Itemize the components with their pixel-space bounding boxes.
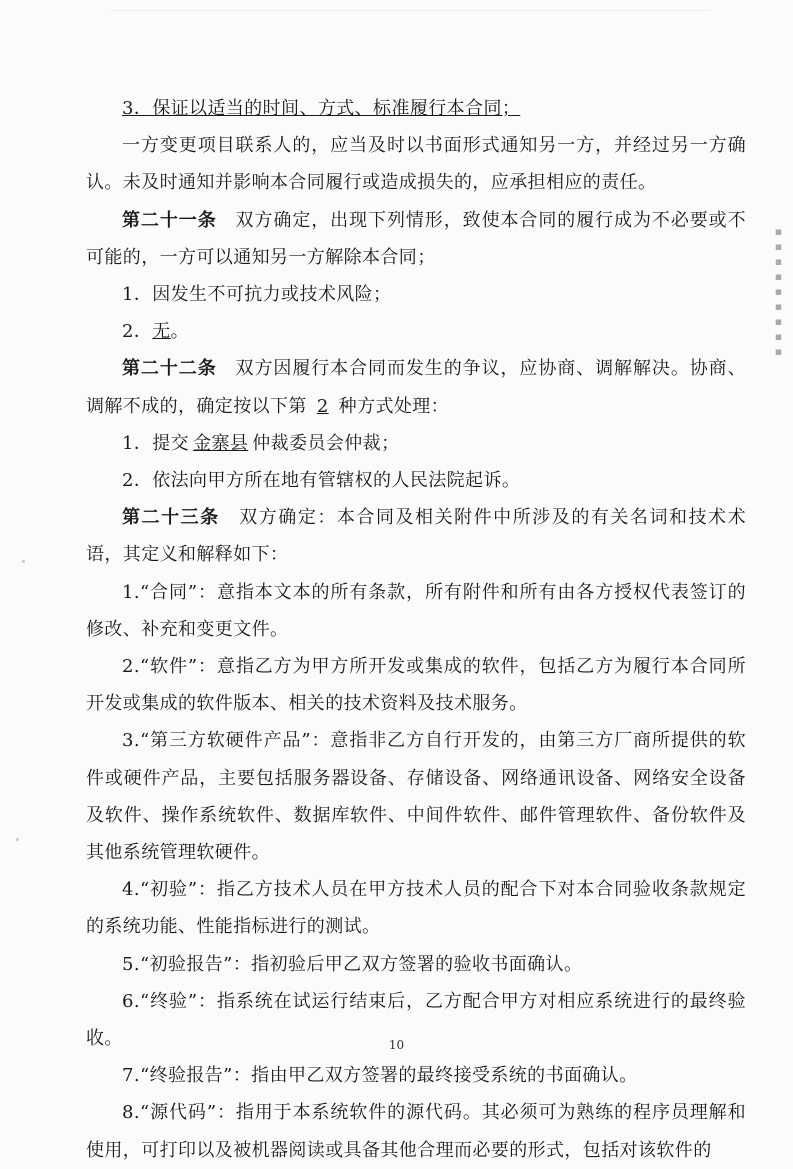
item-prefix: 1．提交 <box>122 432 190 454</box>
definition-item: 6.“终验”：指系统在试运行结束后，乙方配合甲方对相应系统进行的最终验收。 <box>86 990 746 1050</box>
definition-item: 4.“初验”：指乙方技术人员在甲方技术人员的配合下对本合同验收条款规定的系统功能、性能指标进行的测试。 <box>86 879 746 938</box>
list-item <box>86 425 746 462</box>
definition-item: 8.“源代码”：指用于本系统软件的源代码。其必须可为熟练的程序员理解和使用，可打印以及被机器阅读或具备其他合理而必要的形式，包括对该软件的 <box>86 1102 746 1161</box>
filled-blank: 2 <box>316 395 329 417</box>
definition-item: 3.“第三方软硬件产品”：意指非乙方自行开发的，由第三方厂商所提供的软件或硬件产品，主要包括服务器设备、存储设备、网络通讯设备、网络安全设备及软件、操作系统软件、数据库软件、中间件软件、邮件管理软件、备份软件及其他系统管理软硬件。 <box>86 730 746 864</box>
article-text: 双方确定：本合同及相关附件中所涉及的有关名词和技术术语，其定义和解释如下： <box>86 507 746 566</box>
article-text: 双方因履行本合同而发生的争议，应协商、调解解决。协商、调解不成的，确定按以下第 <box>86 358 746 417</box>
article-22 <box>86 350 746 424</box>
document-body <box>86 90 746 1169</box>
definition-item: 7.“终验报告”：指由甲乙双方签署的最终接受系统的书面确认。 <box>122 1065 638 1087</box>
article-title: 第二十一条 <box>122 209 217 231</box>
side-stamp-mark: ▪▪▪▪▪▪▪▪▪ <box>772 225 785 360</box>
definition-item: 5.“初验报告”：指初验后甲乙双方签署的验收书面确认。 <box>122 953 583 975</box>
underlined-clause: 3．保证以适当的时间、方式、标准履行本合同； <box>122 98 521 119</box>
definition-item: 2.“软件”：意指乙方为甲方所开发或集成的软件，包括乙方为履行本合同所开发或集成的软件版本、相关的技术资料及技术服务。 <box>86 656 746 715</box>
article-text: 双方确定，出现下列情形，致使本合同的履行成为不必要或不可能的，一方可以通知另一方解除本合同； <box>86 209 746 268</box>
page-number: 10 <box>388 1038 405 1052</box>
article-text: 种方式处理： <box>338 395 450 417</box>
filled-blank: 无 <box>152 321 171 343</box>
scan-speck <box>22 560 25 563</box>
article-21 <box>86 202 746 276</box>
paragraph: 一方变更项目联系人的，应当及时以书面形式通知另一方，并经过另一方确认。未及时通知并影响本合同履行或造成损失的，应承担相应的责任。 <box>86 135 746 194</box>
scan-edge-line <box>110 10 710 11</box>
filled-blank: 金寨县 <box>193 432 249 454</box>
paragraph <box>86 90 746 127</box>
article-23 <box>86 499 746 573</box>
list-item <box>86 313 746 350</box>
article-title: 第二十二条 <box>122 358 217 380</box>
list-item: 2．依法向甲方所在地有管辖权的人民法院起诉。 <box>122 470 521 492</box>
scan-speck <box>16 838 19 841</box>
item-suffix: 仲裁委员会仲裁； <box>252 432 400 454</box>
list-item: 1．因发生不可抗力或技术风险； <box>122 284 392 306</box>
article-title: 第二十三条 <box>122 507 220 529</box>
definition-item: 1.“合同”：意指本文本的所有条款，所有附件和所有由各方授权代表签订的修改、补充和变更文件。 <box>86 581 746 640</box>
item-suffix: 。 <box>170 321 190 343</box>
item-prefix: 2． <box>122 321 153 343</box>
